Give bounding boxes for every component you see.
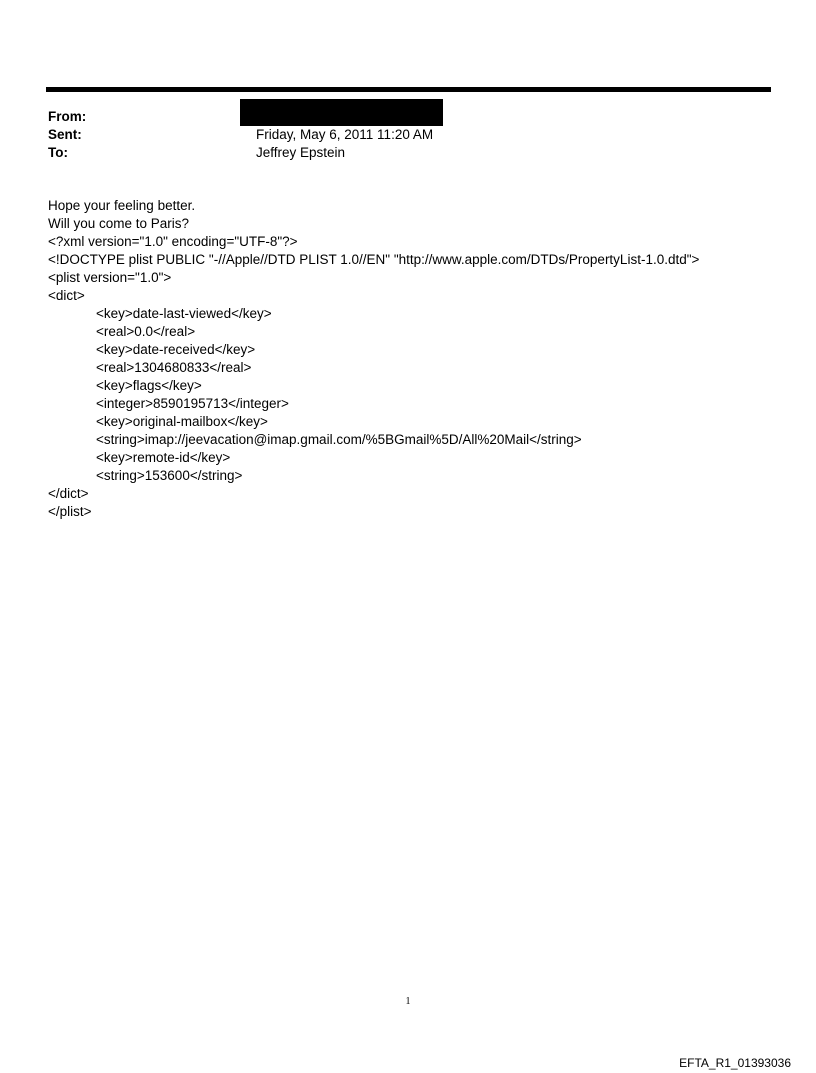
body-line: <plist version="1.0"> [48, 270, 172, 285]
to-label: To: [48, 145, 68, 160]
from-row [48, 107, 748, 125]
body-line: <string>153600</string> [96, 468, 243, 483]
body-line: <integer>8590195713</integer> [96, 396, 289, 411]
body-line: <!DOCTYPE plist PUBLIC "-//Apple//DTD PLIST 1.0//EN" "http://www.apple.com/DTDs/PropertyList-1.0.dtd"> [48, 252, 700, 267]
sent-label: Sent: [48, 127, 82, 142]
to-value: Jeffrey Epstein [256, 145, 346, 160]
body-line: <key>date-received</key> [96, 342, 256, 357]
body-line: <key>date-last-viewed</key> [96, 306, 272, 321]
body-line: </plist> [48, 504, 92, 519]
email-header [48, 107, 748, 161]
body-line: <real>1304680833</real> [96, 360, 252, 375]
body-line: </dict> [48, 486, 89, 501]
body-line: <dict> [48, 288, 85, 303]
page-number: 1 [405, 996, 411, 1007]
redaction-block [240, 99, 443, 126]
from-label: From: [48, 109, 87, 124]
top-divider [46, 87, 771, 92]
body-line: Will you come to Paris? [48, 216, 190, 231]
to-row [48, 143, 748, 161]
email-body [48, 197, 788, 521]
sent-row [48, 125, 748, 143]
body-line: <key>original-mailbox</key> [96, 414, 268, 429]
body-line: <key>flags</key> [96, 378, 202, 393]
body-line: Hope your feeling better. [48, 198, 196, 213]
body-line: <?xml version="1.0" encoding="UTF-8"?> [48, 234, 298, 249]
sent-value: Friday, May 6, 2011 11:20 AM [256, 127, 434, 142]
body-line: <key>remote-id</key> [96, 450, 231, 465]
body-line: <string>imap://jeevacation@imap.gmail.com/%5BGmail%5D/All%20Mail</string> [96, 432, 582, 447]
document-id: EFTA_R1_01393036 [679, 1056, 791, 1070]
body-line: <real>0.0</real> [96, 324, 196, 339]
